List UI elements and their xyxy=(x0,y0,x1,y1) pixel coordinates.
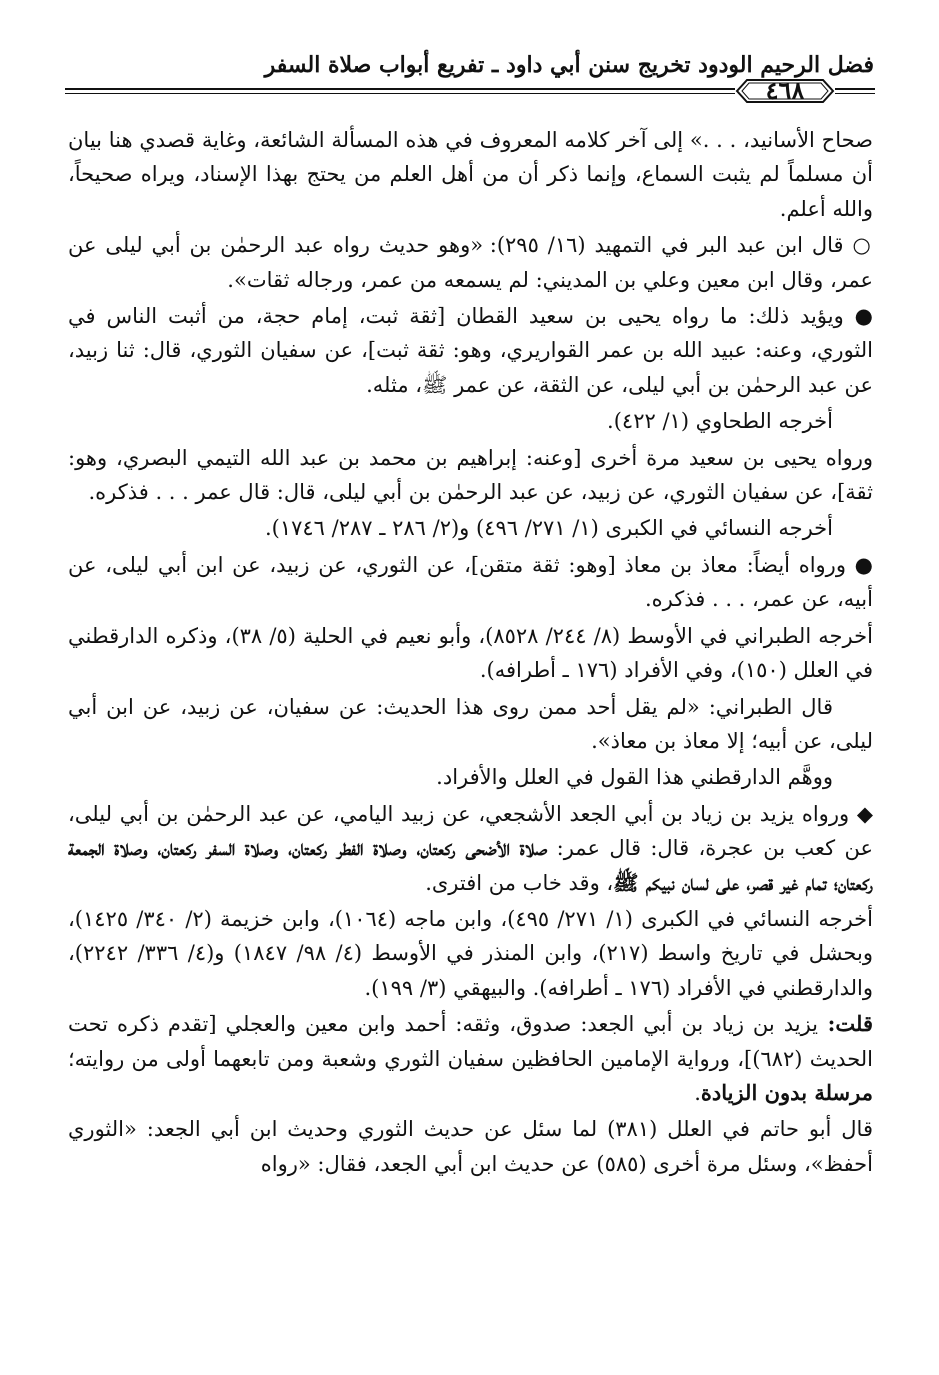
header-rule-right-thin xyxy=(835,93,875,94)
paragraph-text: . xyxy=(694,1080,701,1105)
paragraph: قال أبو حاتم في العلل (٣٨١) لما سئل عن حديث الثوري وحديث ابن أبي الجعد: «الثوري أحفظ»، وسئل مرة أخرى (٥٨٥) عن حديث ابن أبي الجعد، فقال: «رواه xyxy=(68,1117,873,1176)
paragraph: أخرجه الطحاوي (١/ ٤٢٢). xyxy=(607,409,833,434)
paragraph: ○ قال ابن عبد البر في التمهيد (١٦/ ٢٩٥): «وهو حديث رواه عبد الرحمٰن بن أبي ليلى عن عمر، وقال ابن معين وعلي بن المديني: لم يسمعه من عمر، ورجاله ثقات». xyxy=(68,233,873,292)
paragraph-text: ، وقد خاب من افترى. xyxy=(425,870,614,895)
paragraph: قال الطبراني: «لم يقل أحد ممن روى هذا الحديث: عن سفيان، عن زبيد، عن ابن أبي ليلى، عن أبيه؛ إلا معاذ بن معاذ». xyxy=(68,694,873,753)
header-rule-thin xyxy=(65,93,735,94)
header-rule xyxy=(65,88,735,90)
paragraph: صحاح الأسانيد، . . .» إلى آخر كلامه المعروف في هذه المسألة الشائعة، وغاية قصدي هنا بيان أن مسلماً لم يثبت السماع، وإنما ذكر أن من أهل العلم من يحتج بهذا الإسناد، ويراه صحيحاً، والله أعلم. xyxy=(68,128,873,221)
verdict-text: مرسلة بدون الزيادة xyxy=(700,1079,873,1105)
paragraph: ورواه يحيى بن سعيد مرة أخرى [وعنه: إبراهيم بن محمد بن عبد الله التيمي البصري، وهو: ثقة]، عن سفيان الثوري، عن زبيد، عن عبد الرحمٰن بن أبي ليلى، قال: قال عمر . . . فذكره. xyxy=(68,445,873,505)
paragraph xyxy=(68,1007,873,1110)
paragraph xyxy=(68,797,873,900)
paragraph: ● ويؤيد ذلك: ما رواه يحيى بن سعيد القطان [ثقة ثبت، إمام حجة، من أثبت الناس في الثوري، وعنه: عبيد الله بن عمر القواريري، وهو: ثقة ثبت]، عن سفيان الثوري، قال: ثنا زبيد، عن عبد الرحمٰن بن أبي ليلى، عن الثقة، عن عمر ﷺ، مثله. xyxy=(68,304,873,397)
paragraph-text: يزيد بن زياد بن أبي الجعد: صدوق، وثقه: أحمد وابن معين والعجلي [تقدم ذكره تحت الحديث (٦٨٢)]، ورواية الإمامين الحافظين سفيان الثوري وشعبة ومن تابعهما أولى من روايته؛ xyxy=(68,1012,873,1071)
header-rule-right xyxy=(835,88,875,90)
paragraph: ووهَّم الدارقطني هذا القول في العلل والأفراد. xyxy=(436,765,833,790)
paragraph: أخرجه الطبراني في الأوسط (٨/ ٢٤٤/ ٨٥٢٨)، وأبو نعيم في الحلية (٥/ ٣٨)، وذكره الدارقطني في العلل (١٥٠)، وفي الأفراد (١٧٦ ـ أطرافه). xyxy=(68,623,873,683)
page-number-ornament xyxy=(735,72,835,110)
paragraph: أخرجه النسائي في الكبرى (١/ ٢٧١/ ٤٩٦) و(٢/ ٢٨٦ ـ ٢٨٧/ ١٧٤٦). xyxy=(264,516,833,541)
page-body xyxy=(68,123,873,1183)
paragraph: أخرجه النسائي في الكبرى (١/ ٢٧١/ ٤٩٥)، وابن ماجه (١٠٦٤)، وابن خزيمة (٢/ ٣٤٠/ ١٤٢٥)، وبحشل في تاريخ واسط (٢١٧)، وابن المنذر في الأوسط (٤/ ٩٨/ ١٨٤٧) و(٤/ ٣٣٦/ ٢٢٤٢)، والدارقطني في الأفراد (١٧٦ ـ أطرافه). والبيهقي (٣/ ١٩٩). xyxy=(68,906,873,1000)
page-number: ٤٦٨ xyxy=(765,76,805,105)
hadith-text: صلاة الأضحى ركعتان، وصلاة الفطر ركعتان، وصلاة السفر ركعتان، وصلاة الجمعة ركعتان؛ تمام غير قصر، على لسان نبيكم ﷺ xyxy=(68,835,873,895)
paragraph-text: ◆ ورواه يزيد بن زياد بن أبي الجعد الأشجعي، عن زبيد اليامي، عن عبد الرحمٰن بن أبي ليلى، عن كعب بن عجرة، قال: قال عمر: xyxy=(68,801,873,861)
paragraph: ● ورواه أيضاً: معاذ بن معاذ [وهو: ثقة متقن]، عن الثوري، عن زبيد، عن ابن أبي ليلى، عن أبيه، عن عمر، . . . فذكره. xyxy=(68,552,873,612)
lead-word: قلت: xyxy=(818,1011,873,1037)
running-title: فضل الرحيم الودود تخريج سنن أبي داود ـ تفريع أبواب صلاة السفر xyxy=(264,52,874,78)
